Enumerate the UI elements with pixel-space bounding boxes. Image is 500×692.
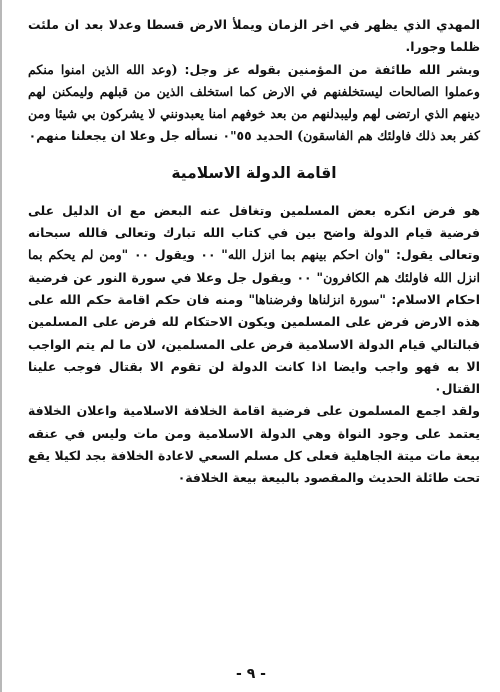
- paragraph-text: هو فرض انكره بعض المسلمين وتغافل عنه البعض مع ان الدليل على فرضية قيام الدولة واضح بين في كتاب الله تبارك وتعالى فالله سبحانه وتعالى يقول:: [28, 202, 480, 263]
- verse-paragraph: [28, 59, 480, 148]
- quran-quote: "ومن لم يحكم بما انزل الله فاولئك هم الكافرون": [28, 247, 480, 285]
- paragraph-text: ومنه فان حكم اقامة حكم الله على هذه الارض فرض على المسلمين ويكون الاحتكام لله فرض على المسلمين فبالتالي قيام الدولة الاسلامية فرض على المسلمين، لان ما لم يتم الواجب الا به فهو واجب وايضا اذا كانت الدولة لن تقوم الا بقتال فوجب علينا القتال٠: [28, 291, 480, 397]
- section-title: اقامة الدولة الاسلامية: [171, 163, 337, 182]
- paragraph-text: ٠٠ ويقول جل وعلا في سورة النور عن فرضية احكام الاسلام:: [28, 269, 480, 307]
- caliphate-paragraph: ولقد اجمع المسلمون على فرضية اقامة الخلافة الاسلامية واعلان الخلافة يعتمد على وجود النواة وهي الدولة الاسلامية ومن مات وليس في عنقه بيعة مات ميتة الجاهلية فعلى كل مسلم السعي لاعادة الخلافة بجد لكيلا يقع تحت طائلة الحديث والمقصود بالبيعة بيعة الخلافة٠: [28, 403, 480, 486]
- state-obligation-paragraph: [28, 200, 480, 401]
- paragraph-text: ٠٠ ويقول ٠٠: [128, 247, 222, 263]
- document-body: [28, 14, 480, 490]
- quran-quote: "وان احكم بينهم بما انزل الله": [221, 247, 391, 263]
- page-number: - ٩ -: [236, 666, 266, 682]
- intro-paragraph: المهدي الذي يظهر في اخر الزمان ويملأ الارض قسطا وعدلا بعد ان ملئت ظلما وجورا.: [28, 17, 480, 55]
- quran-quote: "سورة انزلناها وفرضناها": [248, 291, 386, 307]
- verse-reference: الحديد ٥٥"٠ نسأله جل وعلا ان يجعلنا منهم٠: [28, 128, 298, 144]
- quran-verse: (وعد الله الذين امنوا منكم وعملوا الصالحات ليستخلفنهم في الارض كما استخلف الذين من قبلهم وليمكنن لهم دينهم الذي ارتضى لهم وليبدلنهم من بعد خوفهم امنا يعبدونني لا يشركون بي شيئا ومن كفر بعد ذلك فاولئك هم الفاسقون): [28, 61, 480, 144]
- verse-intro: وبشر الله طائفة من المؤمنين بقوله عز وجل:: [177, 61, 480, 77]
